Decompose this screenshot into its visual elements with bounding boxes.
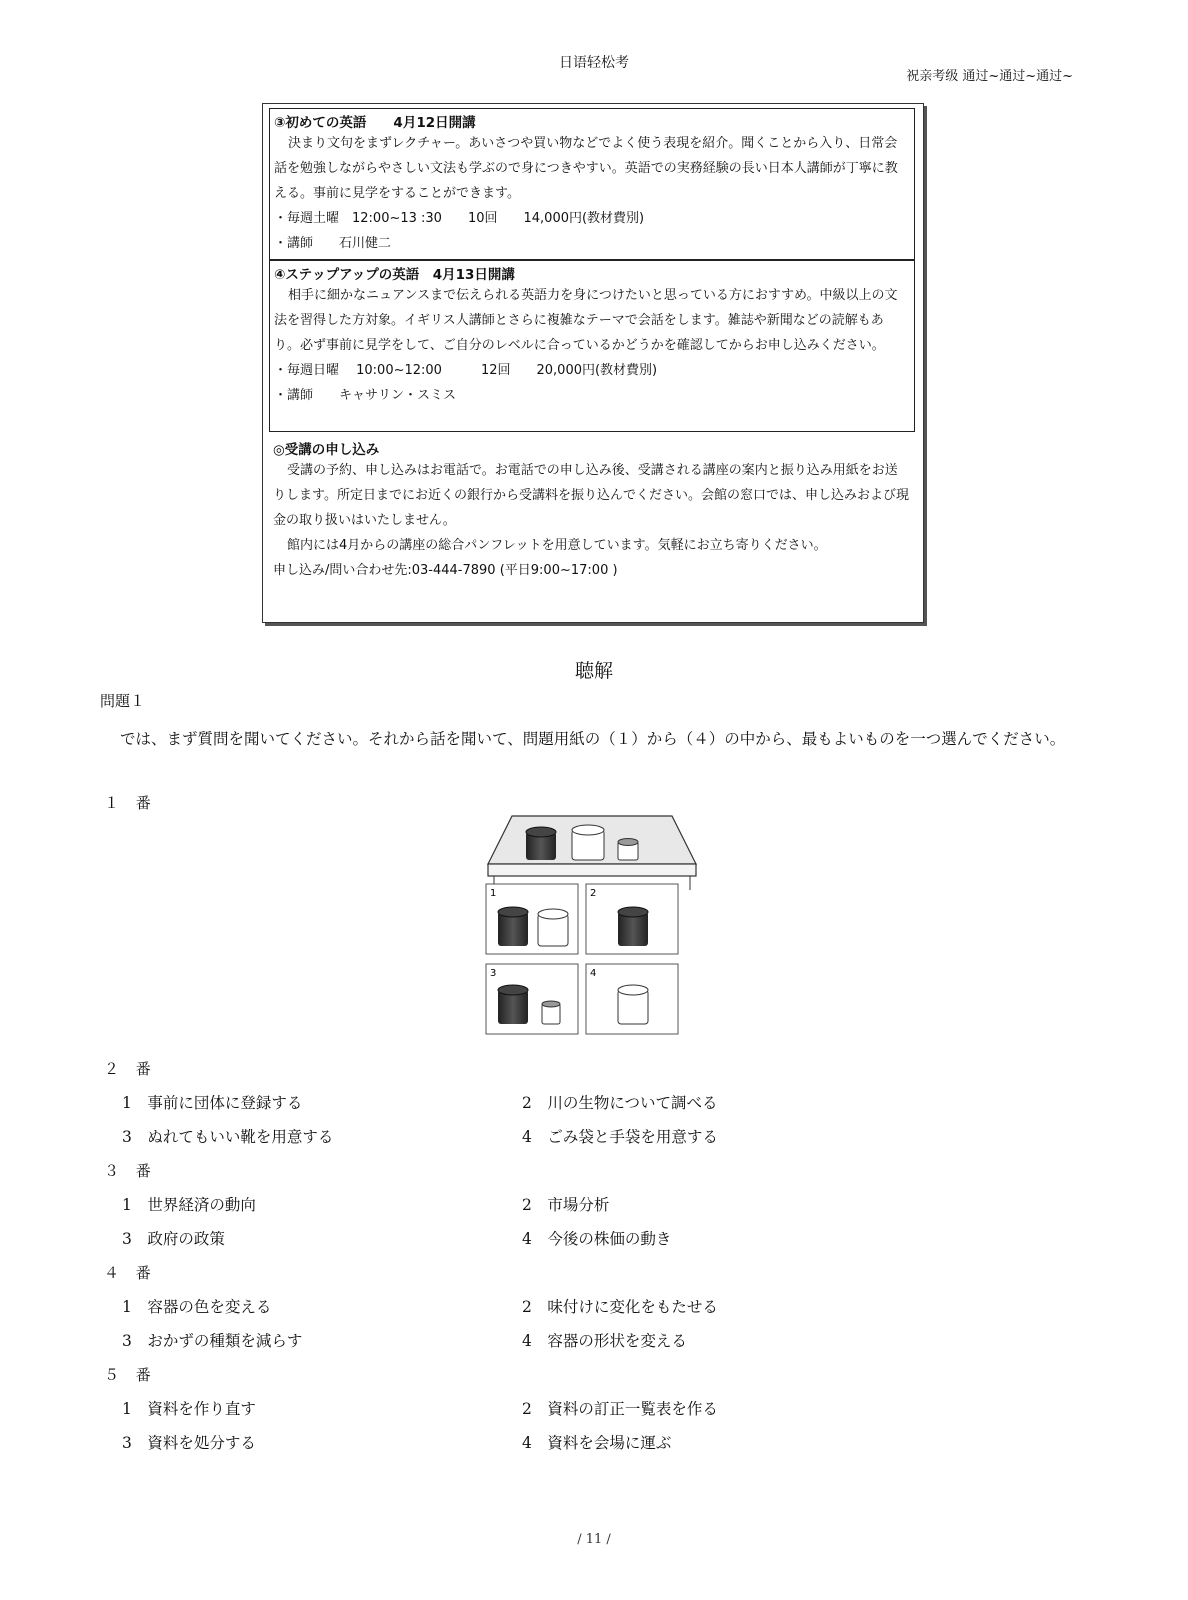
q1-label: １ 番 xyxy=(104,794,157,812)
course4-teacher: ・講師 キャサリン・スミス xyxy=(274,388,457,403)
q5-option-1: 1 資料を作り直す xyxy=(122,1400,256,1418)
course4-schedule: ・毎週日曜 10:00~12:00 12回 20,000円(教材費別) xyxy=(274,363,658,378)
section-title: 聴解 xyxy=(574,660,613,682)
q4-option-2: 2 味付けに変化をもたせる xyxy=(522,1298,718,1316)
option-panel-2 xyxy=(586,884,678,954)
q4-option-1: 1 容器の色を変える xyxy=(122,1298,272,1316)
q4-option-3: 3 おかずの種類を減らす xyxy=(122,1332,303,1350)
course-notice xyxy=(262,103,924,623)
q2-option-3: 3 ぬれてもいい靴を用意する xyxy=(122,1128,334,1146)
q3-option-1: 1 世界経済の動向 xyxy=(122,1196,256,1214)
q3-option-4: 4 今後の株価の動き xyxy=(522,1230,672,1248)
header-title: 日语轻松考 xyxy=(559,55,629,71)
option-panel-3 xyxy=(486,964,578,1034)
q3-option-2: 2 市場分析 xyxy=(522,1196,610,1214)
page-number: / 11 / xyxy=(577,1532,611,1547)
apply-title: ◎受講の申し込み xyxy=(273,442,380,458)
course4-title: ④ステップアップの英語 4月13日開講 xyxy=(274,267,515,283)
q3-label: ３ 番 xyxy=(104,1162,157,1180)
q5-option-4: 4 資料を会場に運ぶ xyxy=(522,1434,672,1452)
q4-label: ４ 番 xyxy=(104,1264,157,1282)
instruction-text: では、まず質問を聞いてください。それから話を聞いて、問題用紙の（１）から（４）の中から、最もよいものを一つ選んでください。 xyxy=(120,730,1066,748)
option-panel-4 xyxy=(586,964,678,1034)
q2-option-4: 4 ごみ袋と手袋を用意する xyxy=(522,1128,718,1146)
course3-schedule: ・毎週土曜 12:00~13 :30 10回 14,000円(教材費別) xyxy=(274,211,645,226)
course4-desc: 相手に細かなニュアンスまで伝えられる英語力を身につけたいと思っている方におすすめ。中級以上の文法を習得した方対象。イギリス人講師とさらに複雑なテーマで会話をします。雑誌や新聞などの読解もあり。必ず事前に見学をして、ご自分のレベルに合っているかどうかを確認してからお申し込みください。 xyxy=(274,288,898,353)
apply-contact: 申し込み/問い合わせ先:03-444-7890 (平日9:00~17:00 ) xyxy=(273,563,618,578)
course3-desc: 決まり文句をまずレクチャー。あいさつや買い物などでよく使う表現を紹介。聞くことから入り、日常会話を勉強しながらやさしい文法も学ぶので身につきやすい。英語での実務経験の長い日本人講師が丁寧に教える。事前に見学をすることができます。 xyxy=(274,136,898,201)
header-note: 祝亲考级 通过~通过~通过~ xyxy=(906,69,1073,84)
apply-text2: 館内には4月からの講座の総合パンフレットを用意しています。気軽にお立ち寄りください。 xyxy=(287,538,827,553)
q4-option-4: 4 容器の形状を変える xyxy=(522,1332,687,1350)
apply-section xyxy=(271,436,915,583)
panel-2-label: 2 xyxy=(590,888,597,899)
q5-option-3: 3 資料を処分する xyxy=(122,1434,256,1452)
mondai-label: 問題１ xyxy=(100,692,146,710)
course3-box xyxy=(269,108,915,260)
panel-1-label: 1 xyxy=(490,888,497,899)
q5-label: ５ 番 xyxy=(104,1366,157,1384)
apply-text1: 受講の予約、申し込みはお電話で。お電話での申し込み後、受講される講座の案内と振り込み用紙をお送りします。所定日までにお近くの銀行から受講料を振り込んでください。会館の窓口では、申し込みおよび現金の取り扱いはいたしません。 xyxy=(273,463,909,528)
q2-label: ２ 番 xyxy=(104,1060,157,1078)
option-panel-1 xyxy=(486,884,578,954)
panel-4-label: 4 xyxy=(590,968,597,979)
panel-3-label: 3 xyxy=(490,968,497,979)
course3-title: ③初めての英語 4月12日開講 xyxy=(274,115,476,131)
q5-option-2: 2 資料の訂正一覧表を作る xyxy=(522,1400,718,1418)
q2-option-2: 2 川の生物について調べる xyxy=(522,1094,718,1112)
course4-box xyxy=(269,260,915,432)
q1-figure xyxy=(484,808,704,1060)
table-illustration xyxy=(488,816,696,890)
q3-option-3: 3 政府の政策 xyxy=(122,1230,225,1248)
course3-teacher: ・講師 石川健二 xyxy=(274,236,392,251)
q2-option-1: 1 事前に団体に登録する xyxy=(122,1094,303,1112)
